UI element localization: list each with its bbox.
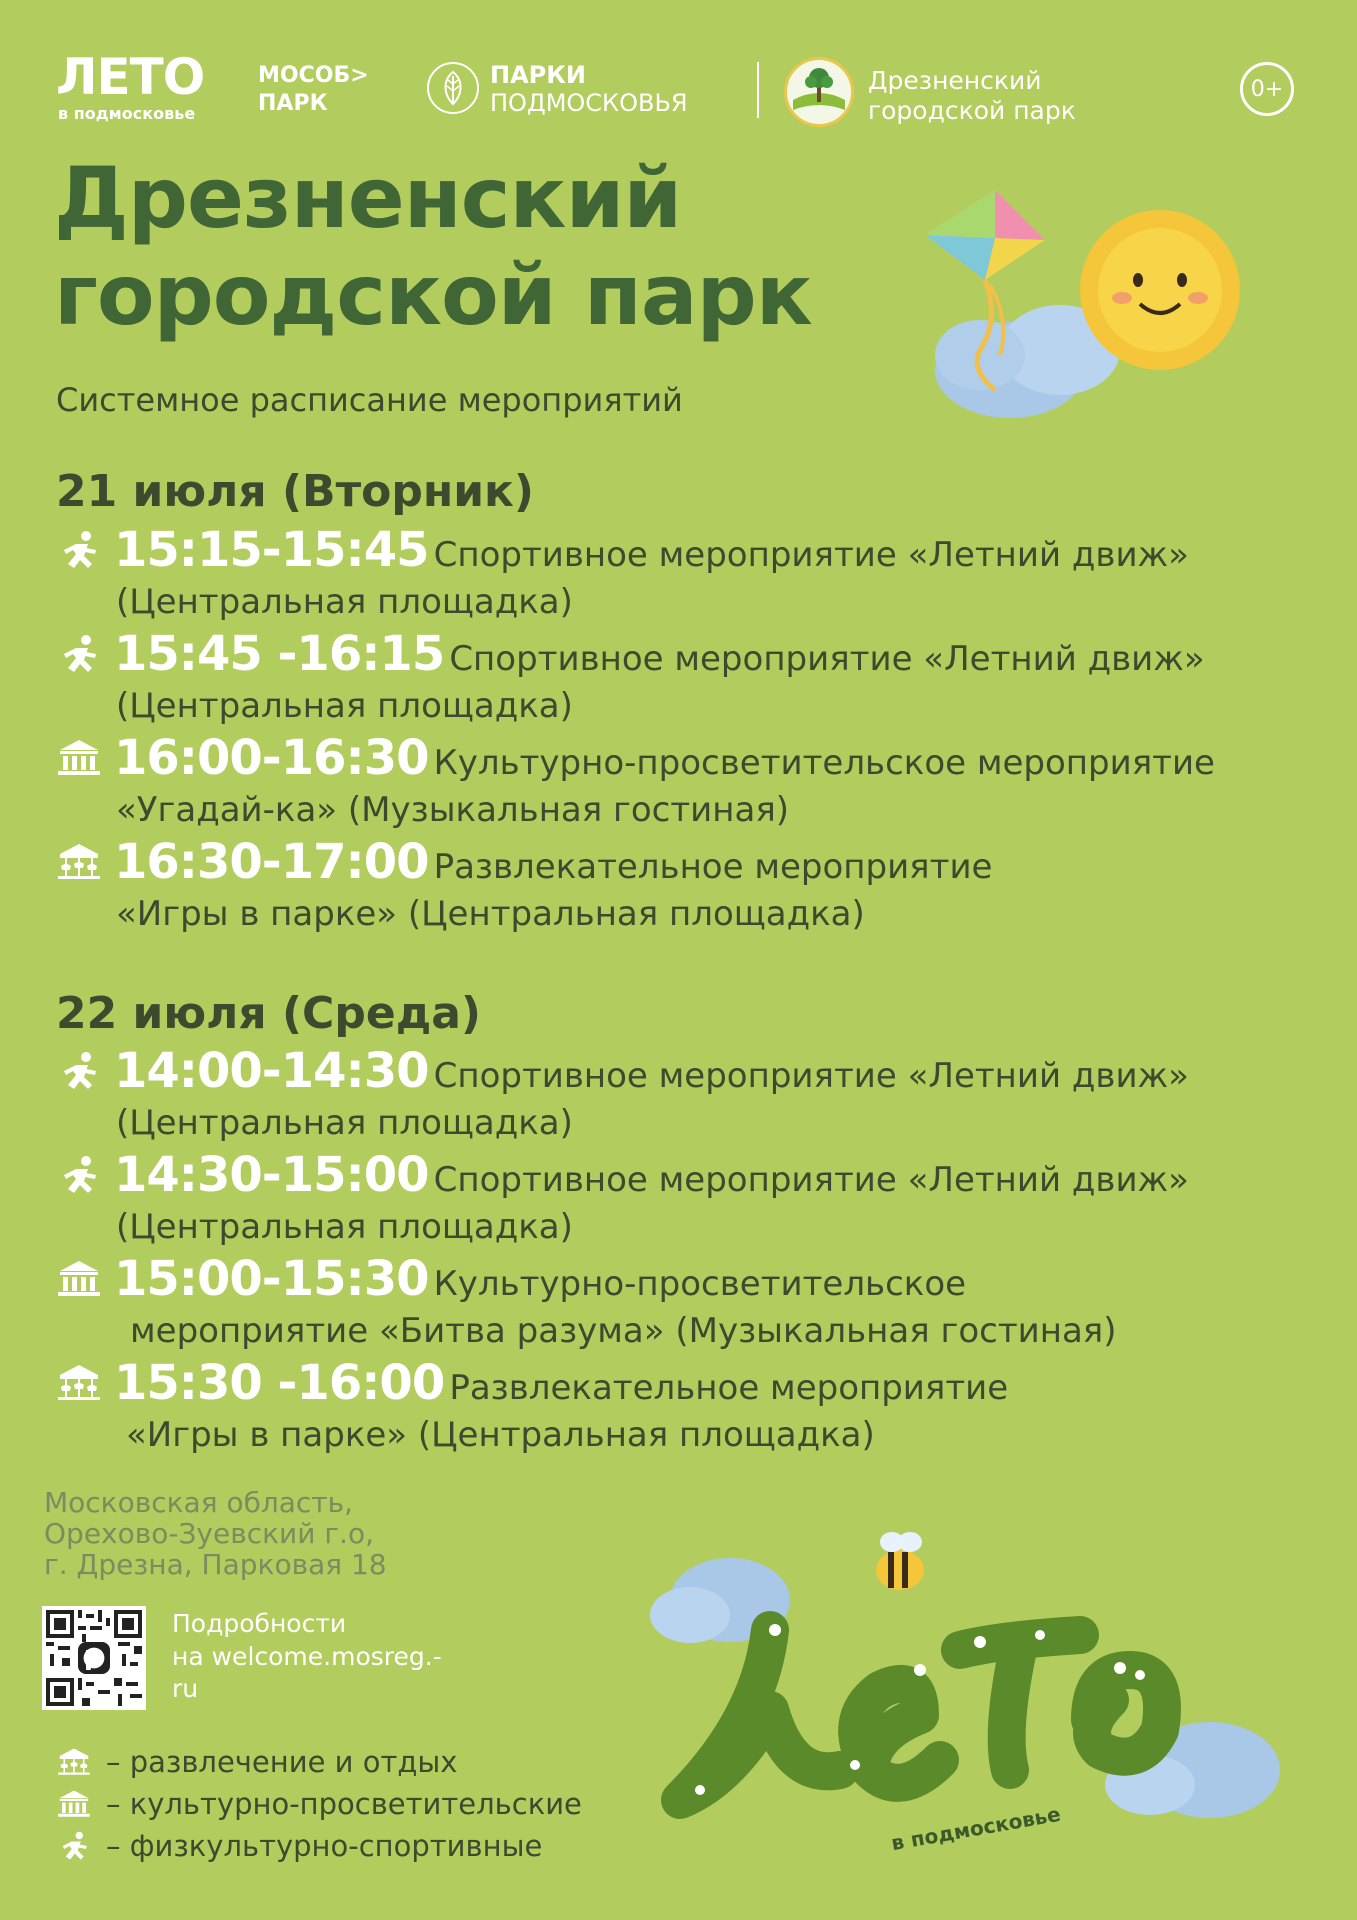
event-description: Спортивное мероприятие «Летний движ» [433,535,1189,575]
address-line1: Московская область, [44,1486,353,1519]
tree-emblem-icon [784,57,854,127]
event-description: Спортивное мероприятие «Летний движ» [433,1160,1189,1200]
event-time: 14:00-14:30 [114,1043,429,1099]
event-location: «Угадай-ка» (Музыкальная гостиная) [116,790,790,830]
page-title-line1: Дрезненский [54,149,682,247]
event-time: 15:15-15:45 [114,522,429,578]
leto-logo-subtitle: в подмосковье [58,104,196,123]
running-icon [56,1051,102,1091]
event-time: 15:00-15:30 [114,1251,429,1307]
bee-icon [876,1532,924,1590]
kite-sun-illustration [900,180,1280,440]
day-heading: 22 июля (Среда) [56,988,482,1039]
page-subtitle: Системное расписание мероприятий [56,381,683,419]
qr-code-icon [46,1610,142,1706]
legend-text: – физкультурно-спортивные [106,1829,543,1863]
leto-logo: ЛЕТО [56,48,205,106]
event-time: 14:30-15:00 [114,1147,429,1203]
address [44,1488,387,1580]
event-time: 16:30-17:00 [114,834,429,890]
event-description: Развлекательное мероприятие [433,847,993,887]
park-name-line2: городской парк [868,96,1076,125]
museum-icon [56,1789,92,1819]
leto-grass-illustration [620,1520,1310,1860]
event-time: 15:30 -16:00 [114,1355,445,1411]
more-info-line1: Подробности [172,1609,347,1638]
carousel-icon [56,1747,92,1777]
mosobpark-logo [258,62,369,117]
event-description: Культурно-просветительское мероприятие [433,743,1215,783]
event-location: (Центральная площадка) [116,1207,573,1247]
day-heading: 21 июля (Вторник) [56,466,535,517]
park-name-line1: Дрезненский [868,66,1042,95]
page-title [54,150,812,343]
age-rating-badge: 0+ [1240,62,1294,116]
leto-decor-subtitle: в подмосковье [889,1801,1063,1856]
running-icon [56,530,102,570]
sun-icon [1080,210,1240,370]
header-divider [757,62,759,118]
running-icon [56,1155,102,1195]
legend-text: – развлечение и отдых [106,1745,458,1779]
leaf-icon [427,62,479,114]
event-location: (Центральная площадка) [116,1103,573,1143]
address-line3: г. Дрезна, Парковая 18 [44,1547,387,1581]
event-description: Спортивное мероприятие «Летний движ» [449,639,1205,679]
running-icon [56,634,102,674]
page-title-line2: городской парк [54,245,812,344]
event-location: мероприятие «Битва разума» (Музыкальная гостиная) [130,1311,1117,1351]
more-info [172,1608,442,1706]
address-line2: Орехово-Зуевский г.о, [44,1516,374,1550]
event-description: Спортивное мероприятие «Летний движ» [433,1056,1189,1096]
event-time: 16:00-16:30 [114,730,429,786]
running-icon [56,1831,92,1861]
mosobpark-logo-line2: ПАРК [258,90,328,116]
legend-text: – культурно-просветительские [106,1787,582,1821]
museum-icon [56,738,102,778]
qr-code[interactable] [42,1606,146,1710]
more-info-line3: ru [172,1674,199,1703]
event-location: «Игры в парке» (Центральная площадка) [126,1415,875,1455]
parki-logo-line1: ПАРКИ [490,61,586,89]
event-description: Развлекательное мероприятие [449,1368,1009,1408]
parki-logo-line2: ПОДМОСКОВЬЯ [490,88,688,117]
park-name-logo [868,66,1076,126]
mosobpark-logo-line1: МОСОБ> [258,63,369,88]
parki-podmoskovya-logo [490,62,688,117]
carousel-icon [56,842,102,882]
event-location: «Игры в парке» (Центральная площадка) [116,894,865,934]
event-location: (Центральная площадка) [116,582,573,622]
more-info-line2: на welcome.mosreg.- [172,1641,442,1671]
museum-icon [56,1259,102,1299]
carousel-icon [56,1363,102,1403]
event-location: (Центральная площадка) [116,686,573,726]
event-description: Культурно-просветительское [433,1264,967,1304]
event-time: 15:45 -16:15 [114,626,445,682]
